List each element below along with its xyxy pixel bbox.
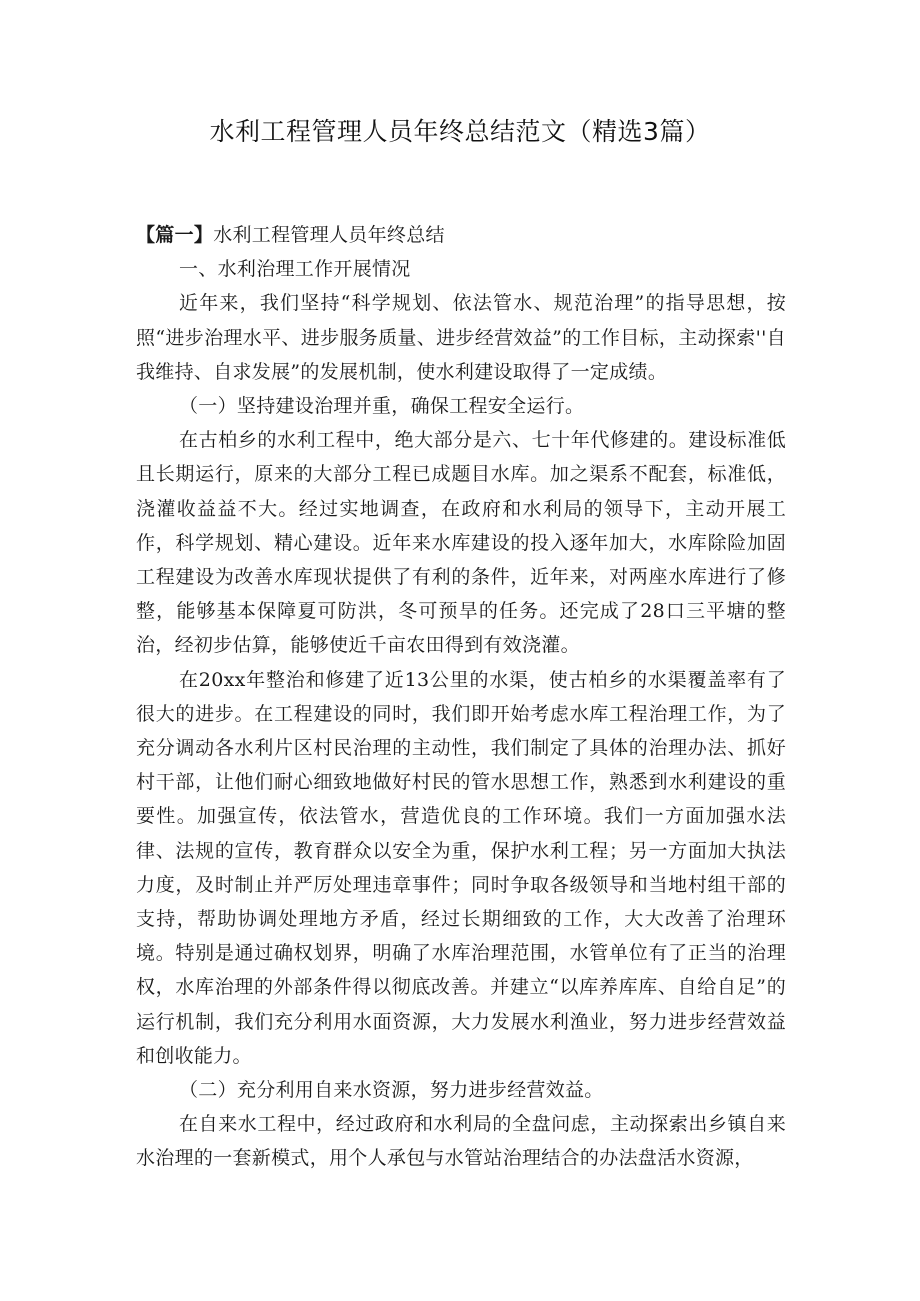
paragraph: 在20xx年整治和修建了近13公里的水渠，使古柏乡的水渠覆盖率有了很大的进步。在工程建设的同时，我们即开始考虑水库工程治理工作，为了充分调动各水利片区村民治理的主动性，我们制定了具体的治理办法、抓好村干部，让他们耐心细致地做好村民的管水思想工作，熟悉到水利建设的重要性。加强宣传，依法管水，营造优良的工作环境。我们一方面加强水法律、法规的宣传，教育群众以安全为重，保护水利工程；另一方面加大执法力度，及时制止并严厉处理违章事件；同时争取各级领导和当地村组干部的支持，帮助协调处理地方矛盾，经过长期细致的工作，大大改善了治理环境。特别是通过确权划界，明确了水库治理范围，水管单位有了正当的治理权，水库治理的外部条件得以彻底改善。并建立“以库养库库、自给自足”的运行机制，我们充分利用水面资源，大力发展水利渔业，努力进步经营效益和创收能力。: [136, 668, 786, 1067]
paragraph: 近年来，我们坚持“科学规划、依法管水、规范治理”的指导思想，按照“进步治理水平、进步服务质量、进步经营效益”的工作目标，主动探索''自我维持、自求发展”的发展机制，使水利建设取得了一定成绩。: [136, 292, 786, 383]
subheading-2: （二）充分利用自来水资源，努力进步经营效益。: [179, 1079, 604, 1102]
section-heading: [136, 218, 786, 252]
document-body: [136, 218, 786, 1176]
section-label: 【篇一】: [136, 224, 214, 246]
paragraph-heading-1: 一、水利治理工作开展情况: [179, 258, 411, 281]
section-title: 水利工程管理人员年终总结: [213, 224, 445, 246]
document-title: 水利工程管理人员年终总结范文（精选3篇）: [209, 117, 711, 146]
subheading-1: （一）坚持建设治理并重，确保工程安全运行。: [179, 395, 585, 418]
paragraph: 在古柏乡的水利工程中，绝大部分是六、七十年代修建的。建设标准低且长期运行，原来的大部分工程已成题目水库。加之渠系不配套，标准低，浇灌收益益不大。经过实地调查，在政府和水利局的领导下，主动开展工作，科学规划、精心建设。近年来水库建设的投入逐年加大，水库除险加固工程建设为改善水库现状提供了有利的条件，近年来，对两座水库进行了修整，能够基本保障夏可防洪，冬可预旱的任务。还完成了28口三平塘的整治，经初步估算，能够使近千亩农田得到有效浇灌。: [136, 429, 786, 657]
paragraph: 在自来水工程中，经过政府和水利局的全盘问虑，主动探索出乡镇自来水治理的一套新模式，用个人承包与水管站治理结合的办法盘活水资源，: [136, 1113, 786, 1170]
